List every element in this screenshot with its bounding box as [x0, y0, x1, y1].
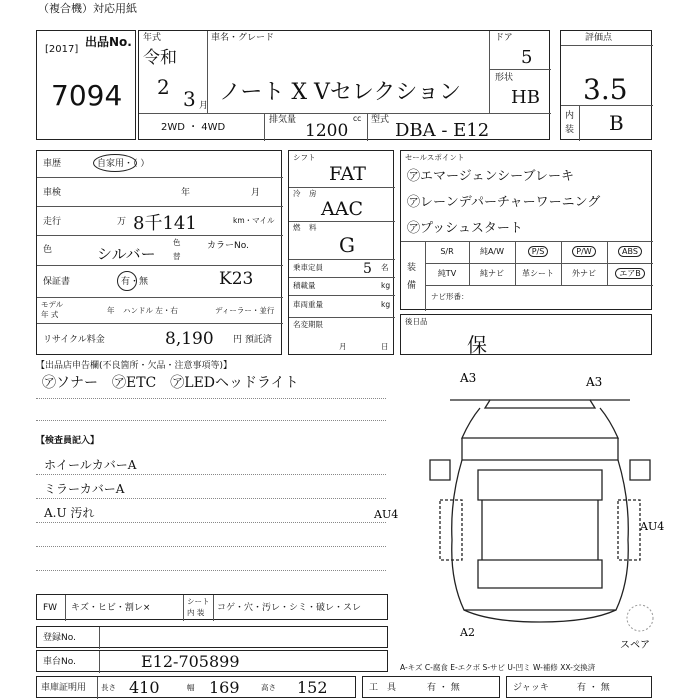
shape-value: HB [511, 87, 540, 108]
load-unit: kg [381, 281, 391, 290]
jack-row [506, 676, 652, 698]
fuel-label-2: 料 [309, 223, 317, 232]
interior-label-1: 内 [565, 111, 575, 121]
history-circle [93, 154, 137, 172]
mileage-label: 走行 [43, 217, 62, 227]
shape-label: 形状 [495, 73, 514, 83]
model-year-label-2: 年 式 [41, 310, 59, 319]
fw-items: キズ・ヒビ・割レ× [71, 603, 151, 613]
equipment-cell: 純ナビ [480, 269, 504, 278]
inspector-label: 【検査員記入】 [36, 436, 100, 446]
cert-row [36, 676, 356, 698]
left-info-box [36, 150, 282, 355]
mid-info-box [288, 150, 394, 355]
drive-options: 2WD ・ 4WD [161, 122, 226, 133]
color-no-value: K23 [219, 269, 254, 289]
inspection-label: 車検 [43, 188, 62, 198]
color-value: シルバー [97, 245, 156, 263]
year-value: 2 [157, 75, 170, 99]
recycle-label: リサイクル料金 [43, 335, 105, 345]
equipment-selected: P/S [528, 246, 549, 257]
registration-box [138, 30, 550, 140]
post-day-label: 後日品 [405, 317, 428, 326]
tools-options: 有 ・ 無 [427, 683, 460, 693]
spare-tire [627, 605, 653, 631]
width-value: 169 [209, 678, 240, 697]
month-unit: 月 [199, 101, 209, 111]
weight-unit: kg [381, 300, 391, 309]
capacity-unit: 名 [381, 263, 389, 272]
warranty-circle [117, 271, 137, 291]
history-label: 車歴 [43, 159, 62, 169]
color-change-1: 色 [173, 238, 181, 247]
ac-value: AAC [321, 198, 363, 220]
reg-row [36, 626, 388, 648]
height-label: 高さ [261, 683, 276, 692]
equipment-label-2: 備 [407, 281, 417, 291]
reg-no-label: 登録No. [43, 633, 76, 643]
lot-box [36, 30, 136, 140]
handle-label: ハンドル 左・右 [123, 306, 178, 315]
recycle-value: 8,190 [165, 329, 214, 349]
equipment-cell: 革シート [522, 269, 554, 278]
equipment-cell: 純TV [437, 269, 457, 278]
fuel-label-1: 燃 [293, 223, 301, 232]
dealer-label: ディーラー・並行 [215, 306, 275, 315]
height-value: 152 [297, 678, 328, 697]
capacity-value: 5 [363, 261, 372, 277]
sales-item: ㋐レーンデパーチャーワーニング [407, 195, 601, 210]
capacity-label: 乗車定員 [293, 263, 323, 272]
inspection-month-unit: 月 [251, 188, 261, 198]
equipment-label-1: 装 [407, 263, 417, 273]
sales-label: セールスポイント [405, 153, 465, 162]
chassis-label: 車台No. [43, 657, 76, 667]
inspector-line: ホイールカバーA [44, 458, 137, 472]
ac-label-2: 房 [309, 189, 317, 198]
inspection-year-unit: 年 [181, 188, 191, 198]
score-value: 3.5 [583, 73, 628, 106]
equipment-selected: ABS [618, 246, 642, 257]
recycle-unit: 円 預託済 [233, 335, 272, 345]
declarations-text: ㋐ソナー ㋐ETC ㋐LEDヘッドライト [42, 375, 299, 391]
post-day-box [400, 314, 652, 355]
sales-box [400, 150, 652, 310]
inspector-line: A.U 汚れ [44, 506, 95, 520]
warranty-options: 有・無 [121, 277, 149, 287]
mileage-man: 万 [117, 217, 127, 227]
navi-model-label: ナビ形番： [431, 292, 469, 301]
chassis-value: E12-705899 [141, 652, 240, 671]
seat-label-1: シート [187, 597, 210, 606]
name-change-day: 日 [381, 342, 389, 351]
length-value: 410 [129, 678, 160, 697]
model-label: 型式 [371, 115, 390, 125]
sales-item: ㋐エマージェンシーブレーキ [407, 169, 574, 184]
spare-label: スペア [620, 640, 650, 651]
equipment-selected: P/W [572, 246, 595, 257]
weight-label: 車両重量 [293, 300, 323, 309]
model-value: DBA - E12 [395, 120, 490, 141]
name-change-month: 月 [339, 342, 347, 351]
car-name-label: 車名・グレード [211, 33, 275, 43]
color-change-2: 替 [173, 252, 181, 261]
lot-number: 7094 [51, 79, 123, 112]
damage-mark: A3 [586, 375, 603, 389]
car-name-value: ノート X Vセレクション [219, 80, 461, 105]
tools-row [362, 676, 500, 698]
interior-label-2: 装 [565, 125, 575, 135]
month-value: 3 [183, 87, 196, 111]
displacement-unit: cc [353, 114, 362, 123]
damage-mark: A3 [460, 371, 477, 385]
era-value: 令和 [143, 48, 177, 68]
fw-label: FW [43, 603, 58, 613]
model-year-label-1: モデル [41, 300, 64, 309]
displacement-value: 1200 [305, 121, 349, 141]
damage-mark: A2 [460, 626, 475, 639]
score-label: 評価点 [585, 33, 613, 43]
damage-legend: A-キズ C-腐食 E-エクボ S-サビ U-凹ミ W-補修 XX-交換済 [400, 663, 596, 672]
interior-value: B [609, 111, 624, 135]
seat-label-2: 内 装 [187, 608, 205, 617]
equipment-cell [607, 269, 653, 279]
mileage-value: 8千141 [133, 213, 197, 234]
warranty-label: 保証書 [43, 277, 71, 287]
equipment-cell [515, 247, 561, 257]
equipment-cell: 純A/W [479, 247, 505, 256]
inspector-line: ミラーカバーA [44, 482, 125, 496]
door-label: ドア [495, 33, 513, 43]
name-change-label: 名変期限 [293, 320, 323, 329]
chassis-row [36, 650, 388, 672]
lot-label: 出品No. [85, 35, 132, 49]
equipment-cell: 外ナビ [572, 269, 596, 278]
door-value: 5 [521, 47, 533, 68]
equipment-cell [561, 247, 607, 257]
length-label: 長さ [101, 683, 116, 692]
score-box [560, 30, 652, 140]
jack-label: ジャッキ [513, 683, 549, 693]
displacement-label: 排気量 [269, 115, 297, 125]
damage-mark: AU4 [640, 520, 665, 533]
post-day-value: 保 [467, 333, 487, 357]
cert-label: 車庫証明用 [41, 683, 87, 693]
color-no-label: カラーNo. [207, 241, 249, 251]
width-label: 幅 [187, 683, 195, 692]
equipment-cell [607, 247, 653, 257]
fw-seat-row [36, 594, 388, 620]
car-diagram [374, 360, 690, 651]
ac-label-1: 冷 [293, 189, 301, 198]
seat-items: コゲ・穴・汚レ・シミ・破レ・スレ [217, 603, 362, 613]
damage-mark: AU4 [374, 508, 399, 521]
history-options: 自家用・（ ） [97, 159, 150, 169]
year-label: 年式 [143, 33, 162, 43]
shift-value: FAT [329, 163, 366, 185]
model-year-unit: 年 [107, 306, 115, 315]
shift-label: シフト [293, 153, 316, 162]
equipment-cell: S/R [440, 247, 454, 256]
color-label: 色 [43, 245, 53, 255]
load-label: 積載量 [293, 281, 316, 290]
declarations-label: 【出品店申告欄(不良箇所・欠品・注意事項等)】 [36, 361, 233, 371]
jack-options: 有 ・ 無 [577, 683, 610, 693]
equipment-selected: エアB [615, 268, 645, 279]
tools-label: 工 具 [369, 683, 397, 693]
lot-year: [2017] [45, 44, 79, 55]
mileage-units: km・マイル [233, 216, 275, 225]
sales-item: ㋐プッシュスタート [407, 221, 523, 236]
header-note: （複合機）対応用紙 [38, 2, 137, 15]
fuel-value: G [339, 233, 355, 257]
